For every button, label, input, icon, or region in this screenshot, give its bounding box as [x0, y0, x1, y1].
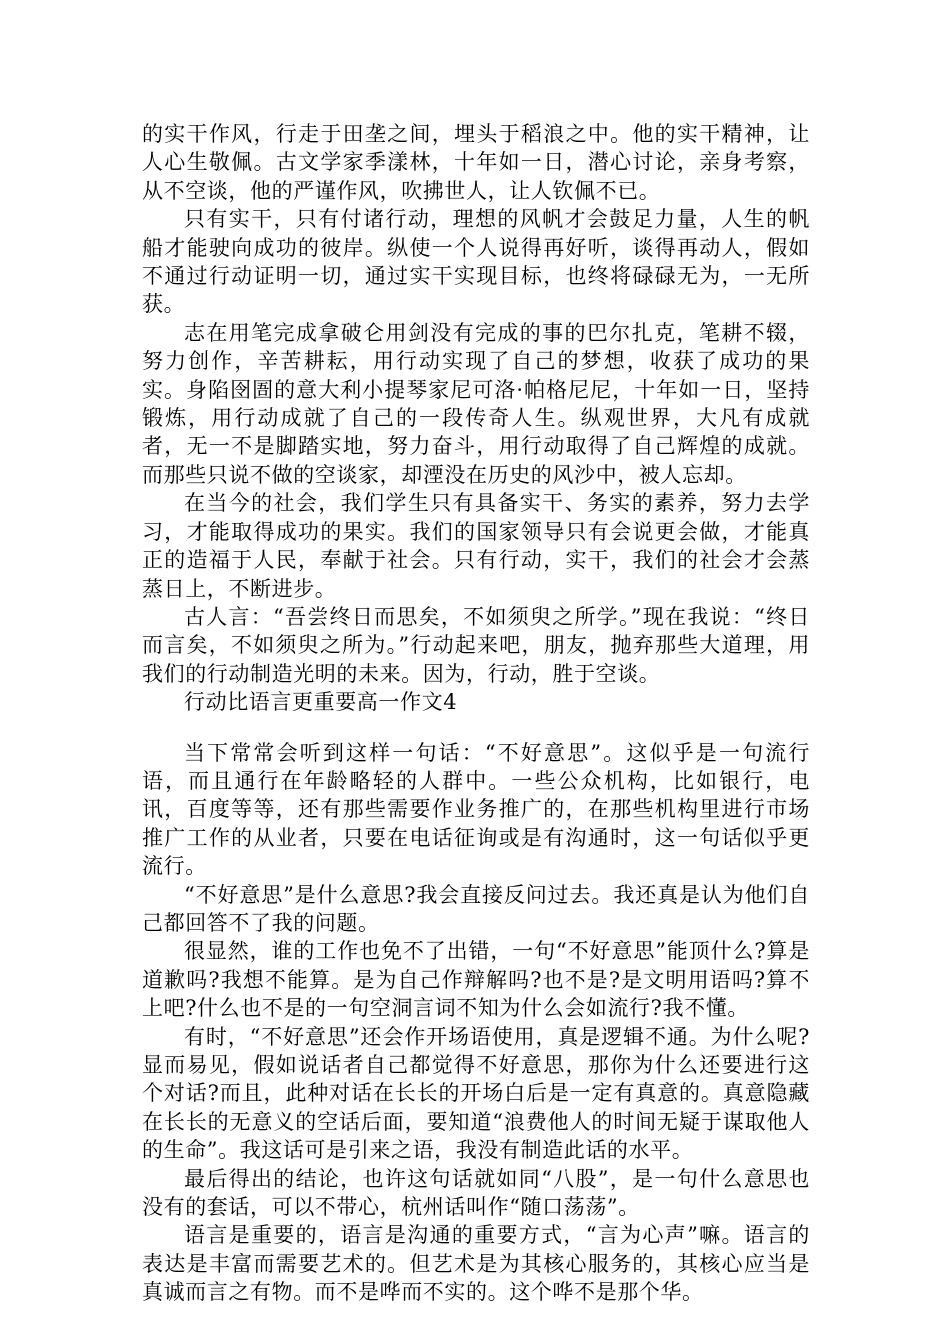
paragraph: 只有实干，只有付诸行动，理想的风帆才会鼓足力量，人生的帆船才能驶向成功的彼岸。纵使一个人说得再好听，谈得再动人，假如不通过行动证明一切，通过实干实现目标，也终将碌碌无为，一无所获。 [142, 207, 810, 317]
document-body [142, 120, 810, 1307]
paragraph: 语言是重要的，语言是沟通的重要方式，“言为心声”嘛。语言的表达是丰富而需要艺术的。但艺术是为其核心服务的，其核心应当是真诚而言之有物。而不是哗而不实的。这个哗不是那个华。 [142, 1223, 810, 1305]
paragraph: 最后得出的结论，也许这句话就如同“八股”，是一句什么意思也没有的套话，可以不带心，杭州话叫作“随口荡荡”。 [142, 1166, 810, 1220]
paragraph: 在当今的社会，我们学生只有具备实干、务实的素养，努力去学习，才能取得成功的果实。我们的国家领导只有会说更会做，才能真正的造福于人民，奉献于社会。只有行动，实干，我们的社会才会蒸蒸日上，不断进步。 [142, 491, 810, 601]
paragraph-continuation: 的实干作风，行走于田垄之间，埋头于稻浪之中。他的实干精神，让人心生敬佩。古文学家季漾林，十年如一日，潜心讨论，亲身考察，从不空谈，他的严谨作风，吹拂世人，让人钦佩不已。 [142, 122, 810, 203]
paragraph: 很显然，谁的工作也免不了出错，一句“不好意思”能顶什么?算是道歉吗?我想不能算。是为自己作辩解吗?也不是?是文明用语吗?算不上吧?什么也不是的一句空洞言词不知为什么会如流行?我不懂。 [142, 939, 810, 1021]
paragraph: 当下常常会听到这样一句话：“不好意思”。这似乎是一句流行语，而且通行在年龄略轻的人群中。一些公众机构，比如银行，电讯，百度等等，还有那些需要作业务推广的，在那些机构里进行市场推广工作的从业者，只要在电话征询或是有沟通时，这一句话似乎更流行。 [142, 740, 810, 879]
paragraph: 有时，“不好意思”还会作开场语使用，真是逻辑不通。为什么呢?显而易见，假如说话者自己都觉得不好意思，那你为什么还要进行这个对话?而且，此种对话在长长的开场白后是一定有真意的。真意隐藏在长长的无意义的空话后面，要知道“浪费他人的时间无疑于谋取他人的生命”。我这话可是引来之语，我没有制造此话的水平。 [142, 1024, 810, 1163]
paragraph: “不好意思”是什么意思?我会直接反问过去。我还真是认为他们自己都回答不了我的问题。 [142, 882, 810, 935]
section-heading: 行动比语言更重要高一作文4 [184, 690, 458, 715]
paragraph: 古人言：“吾尝终日而思矣，不如须臾之所学。”现在我说：“终日而言矣，不如须臾之所为。”行动起来吧，朋友，抛弃那些大道理，用我们的行动制造光明的未来。因为，行动，胜于空谈。 [142, 604, 810, 686]
paragraph: 志在用笔完成拿破仑用剑没有完成的事的巴尔扎克，笔耕不辍，努力创作，辛苦耕耘，用行动实现了自己的梦想，收获了成功的果实。身陷囹圄的意大利小提琴家尼可洛·帕格尼尼，十年如一日，坚持锻炼，用行动成就了自己的一段传奇人生。纵观世界，大凡有成就者，无一不是脚踏实地，努力奋斗，用行动取得了自己辉煌的成就。而那些只说不做的空谈家，却湮没在历史的风沙中，被人忘却。 [142, 320, 810, 487]
